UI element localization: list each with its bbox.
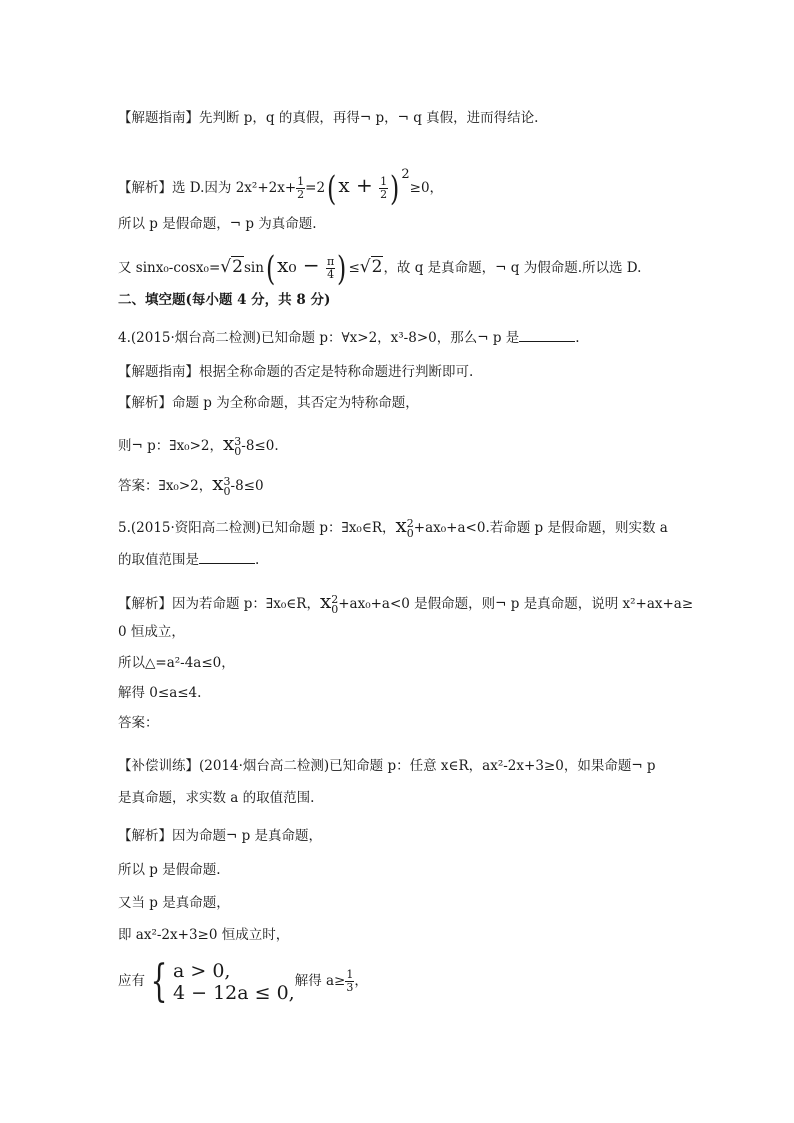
- text: ，故 q 是真命题，¬ q 为假命题.所以选 D.: [383, 260, 642, 276]
- numerator: 1: [346, 968, 354, 981]
- line-15: [118, 653, 684, 673]
- subscript: 0: [331, 602, 339, 616]
- text: 则¬ p：∃x₀>2，: [118, 438, 223, 454]
- question-4: [118, 328, 684, 348]
- text: 又当 p 是真命题，: [118, 895, 230, 911]
- line-3: [118, 214, 684, 234]
- text: =2: [305, 180, 326, 196]
- text: 命题 p 为全称命题，其否定为特称命题，: [172, 395, 419, 411]
- analysis-line-2: [118, 160, 684, 209]
- section-tag: 【解析】: [118, 180, 172, 196]
- denominator: 4: [327, 268, 335, 281]
- math-x: x: [319, 589, 332, 613]
- section-heading: [118, 290, 684, 310]
- text: 答案：: [118, 715, 159, 731]
- line-23: [118, 925, 684, 945]
- text: 又 sinx₀-cosx₀=: [118, 260, 221, 276]
- radicand: 2: [371, 257, 383, 277]
- denominator: 2: [297, 188, 305, 201]
- supplement-line-18: [118, 756, 684, 776]
- math-x: x: [212, 471, 224, 495]
- analysis-line-8: [118, 393, 684, 413]
- superscript: 2: [331, 592, 339, 606]
- system-line-24: [118, 955, 684, 1007]
- section-tag: 【解析】: [118, 828, 172, 844]
- text: 即 ax²-2x+3≥0 恒成立时，: [118, 927, 290, 943]
- answer-line-10: [118, 470, 684, 496]
- math-x: x: [223, 431, 235, 455]
- subscript: 0: [234, 444, 242, 458]
- text: 4.(2015·烟台高二检测)已知命题 p：∀x>2，x³-8>0，那么¬ p 是: [118, 330, 520, 346]
- question-5-cont: [118, 550, 684, 570]
- sqrt: √2: [359, 257, 383, 277]
- analysis-line-20: [118, 826, 684, 846]
- superscript: 3: [234, 434, 242, 448]
- denominator: 3: [346, 981, 354, 994]
- answer-blank: [519, 329, 575, 342]
- left-paren: (: [265, 248, 276, 289]
- line-22: [118, 893, 684, 913]
- right-paren: ): [337, 248, 347, 289]
- text: 是真命题，求实数 a 的取值范围.: [118, 790, 315, 806]
- exponent: 2: [401, 167, 410, 182]
- math-x: x +: [338, 173, 380, 197]
- numerator: π: [326, 255, 335, 268]
- text: ≥0，: [409, 180, 444, 196]
- text: 答案：∃x₀>2，: [118, 478, 213, 494]
- right-paren: ): [390, 168, 400, 209]
- text: 0 恒成立，: [118, 624, 185, 640]
- fraction: [296, 176, 305, 201]
- equation-system: [173, 960, 295, 1004]
- subscript: 0: [406, 526, 414, 540]
- text: 所以△=a²-4a≤0，: [118, 655, 235, 671]
- numerator: 1: [297, 175, 305, 188]
- equation-1: a > 0,: [173, 959, 231, 982]
- answer-line-17: [118, 713, 684, 733]
- math-x: x: [395, 513, 407, 537]
- text: .: [575, 330, 580, 346]
- fraction: [326, 256, 335, 281]
- line-21: [118, 860, 684, 880]
- text: .: [255, 552, 260, 568]
- text: 所以 p 是假命题.: [118, 862, 221, 878]
- line-9: [118, 430, 684, 456]
- line-16: [118, 683, 684, 703]
- text: 解得 0≤a≤4.: [118, 685, 202, 701]
- denominator: 2: [380, 188, 388, 201]
- text: 的取值范围是: [118, 552, 199, 568]
- text: 选 D.因为 2x²+2x+: [172, 180, 297, 196]
- text: -8≤0.: [241, 438, 279, 454]
- analysis-line-13: [118, 588, 694, 616]
- superscript: 2: [406, 516, 414, 530]
- numerator: 1: [380, 175, 388, 188]
- section-tag: 【解析】: [118, 596, 172, 612]
- answer-blank: [199, 551, 255, 564]
- text: 二、填空题(每小题 4 分，共 8 分): [118, 292, 331, 308]
- text: +ax₀+a<0 是假命题，则¬ p 是真命题，说明 x²+ax+a≥: [338, 596, 694, 612]
- hint-line-1: [118, 108, 684, 128]
- text: ≤: [348, 260, 360, 276]
- text: 先判断 p，q 的真假，再得¬ p，¬ q 真假，进而得结论.: [199, 110, 539, 126]
- section-tag: 【解析】: [118, 395, 172, 411]
- text: 应有: [118, 973, 145, 989]
- sqrt: √2: [220, 257, 243, 277]
- text: sin: [243, 260, 264, 276]
- text: 5.(2015·资阳高二检测)已知命题 p：∃x₀∈R，: [118, 520, 396, 536]
- line-4: [118, 248, 684, 289]
- equation-2: 4 − 12a ≤ 0,: [173, 981, 295, 1004]
- superscript: 3: [223, 474, 231, 488]
- text: 解得 a≥: [294, 973, 346, 989]
- hint-line-2: [118, 362, 684, 382]
- fraction: [379, 176, 388, 201]
- text: 所以 p 是假命题，¬ p 为真命题.: [118, 216, 317, 232]
- left-paren: (: [327, 168, 337, 209]
- section-tag: 【解题指南】: [118, 364, 199, 380]
- text: 因为命题¬ p 是真命题，: [172, 828, 323, 844]
- text: -8≤0: [230, 478, 264, 494]
- math-x0: x₀ −: [277, 253, 326, 277]
- line-19: [118, 788, 684, 808]
- text: +ax₀+a<0.若命题 p 是假命题，则实数 a: [413, 520, 668, 536]
- subscript: 0: [223, 484, 231, 498]
- text: (2014·烟台高二检测)已知命题 p：任意 x∈R，ax²-2x+3≥0，如果命题¬ p: [199, 758, 656, 774]
- question-5: [118, 512, 684, 538]
- line-14: [118, 622, 684, 642]
- text: ，: [354, 973, 368, 989]
- radicand: 2: [232, 257, 243, 277]
- left-brace: {: [150, 955, 168, 1007]
- section-tag: 【解题指南】: [118, 110, 199, 126]
- text: 根据全称命题的否定是特称命题进行判断即可.: [199, 364, 474, 380]
- section-tag: 【补偿训练】: [118, 758, 199, 774]
- text: 因为若命题 p：∃x₀∈R，: [172, 596, 320, 612]
